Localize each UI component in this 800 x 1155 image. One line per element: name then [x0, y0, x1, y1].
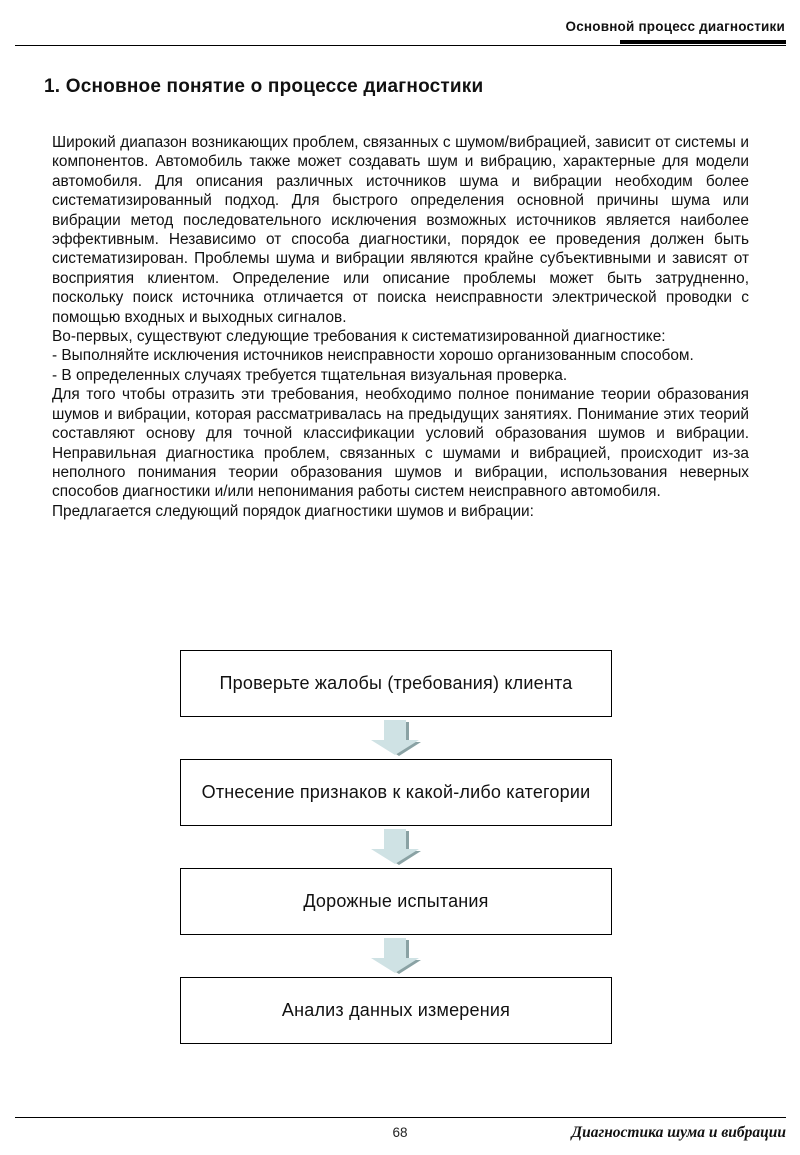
- flow-step-3: Дорожные испытания: [180, 868, 612, 935]
- flow-step-4: Анализ данных измерения: [180, 977, 612, 1044]
- page-title: 1. Основное понятие о процессе диагностики: [44, 76, 484, 97]
- page-number: 68: [392, 1125, 408, 1140]
- footer-rule: [15, 1117, 786, 1118]
- flow-arrow: [180, 935, 612, 977]
- footer-book-title: Диагностика шума и вибрации: [571, 1124, 786, 1141]
- header-section-title: Основной процесс диагностики: [565, 19, 785, 34]
- down-arrow-icon: [370, 829, 422, 866]
- body-paragraph: Во-первых, существуют следующие требования к систематизированной диагностике:: [52, 328, 666, 346]
- flow-step-1: Проверьте жалобы (требования) клиента: [180, 650, 612, 717]
- header-title-underline: [620, 40, 786, 44]
- diagnostics-flowchart: [180, 650, 612, 1044]
- body-paragraph: Предлагается следующий порядок диагностики шумов и вибрации:: [52, 502, 534, 520]
- flow-arrow: [180, 717, 612, 759]
- down-arrow-icon: [370, 938, 422, 975]
- body-paragraph: Для того чтобы отразить эти требования, необходимо полное понимание теории образования шумов и вибрации, которая рассматривалась на предыдущих занятиях. Понимание этих теорий составляют основу для точной классификации условий образования шумов и вибрации. Неправильная диагностика проблем, связанных с шумами и вибрацией, происходит из-за неполного понимания теории образования шумов и вибрации, использования неверных способов диагностики и/или непонимания работы систем неисправного автомобиля.: [52, 386, 749, 501]
- body-paragraph: Широкий диапазон возникающих проблем, связанных с шумом/вибрацией, зависит от системы и компонентов. Автомобиль также может создавать шум и вибрацию, характерные для модели автомобиля. Для описания различных источников шума и вибрации необходим более систематизированный подход. Для быстрого определения основной причины шума или вибрации метод последовательного исключения возможных источников является наиболее эффективным. Независимо от способа диагностики, порядок ее проведения должен быть систематизирован. Проблемы шума и вибрации являются крайне субъективными и зависят от восприятия клиентом. Определение или описание проблемы может быть затрудненно, поскольку поиск источника отличается от поиска неисправности электрической проводки с помощью входных и выходных сигналов.: [52, 134, 749, 326]
- body-paragraph: - В определенных случаях требуется тщательная визуальная проверка.: [52, 366, 568, 384]
- body-text: [52, 133, 749, 521]
- body-paragraph: - Выполняйте исключения источников неисправности хорошо организованным способом.: [52, 347, 694, 365]
- header-rule: [15, 45, 786, 46]
- flow-arrow: [180, 826, 612, 868]
- flow-step-2: Отнесение признаков к какой-либо категории: [180, 759, 612, 826]
- down-arrow-icon: [370, 720, 422, 757]
